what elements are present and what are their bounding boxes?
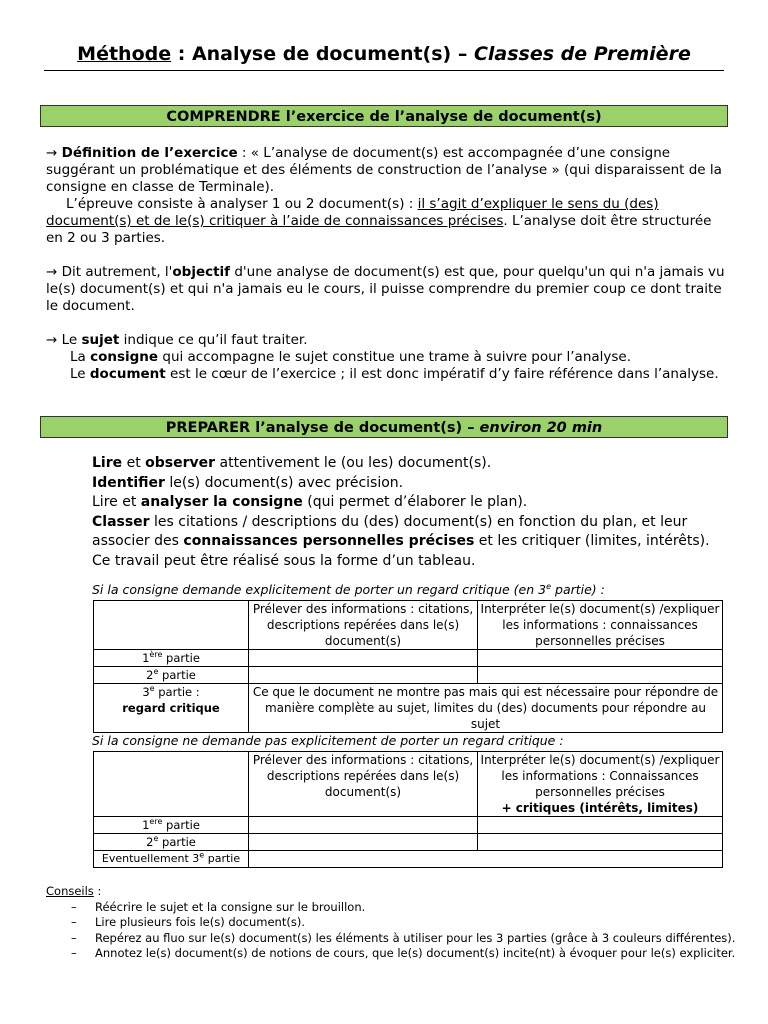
consigne-l2c: qui accompagne le sujet constitue une trame à suivre pour l’analyse. — [158, 349, 632, 365]
table-row — [94, 752, 723, 817]
table-cell — [249, 851, 723, 868]
table-row — [94, 650, 723, 667]
list-item — [46, 931, 746, 947]
dash-icon: – — [71, 946, 77, 961]
dash-icon: – — [71, 915, 77, 930]
subject-l1c: indique ce qu’il faut traiter. — [119, 332, 308, 348]
table-cell — [478, 667, 723, 684]
document-l3c: est le cœur de l’exercice ; il est donc impératif d’y faire référence dans l’analyse. — [165, 366, 719, 382]
table1-caption-a: Si la consigne demande explicitement de porter un regard critique (en 3 — [92, 582, 547, 597]
t2r1b: partie — [162, 818, 200, 832]
dash-icon: – — [71, 899, 77, 914]
objective-label: objectif — [172, 264, 231, 280]
regard-critique-description: Ce que le document ne montre pas mais qui est nécessaire pour répondre de manière complète au sujet, limites du (des) documents pour répondre au sujet — [249, 684, 723, 733]
table-cell — [478, 834, 723, 851]
step1a: Lire — [92, 455, 123, 471]
subject-l1a: Le — [57, 332, 82, 348]
row-label-partie1 — [94, 650, 249, 667]
table2-sans-critique — [93, 751, 723, 868]
r2b: partie — [158, 668, 196, 682]
epreuve-underlined: il s’agit d’expliquer le sens du (des) document(s) et de le(s) critiquer à l’aide de connaissances précises — [46, 196, 659, 229]
arrow-icon: → — [46, 332, 58, 348]
banner-preparer-text: PREPARER l’analyse de document(s) – — [165, 420, 480, 436]
r1b: partie — [162, 651, 200, 665]
document-l3a: Le — [70, 366, 90, 382]
table1-caption-b: partie) : — [551, 582, 605, 597]
table-row — [94, 834, 723, 851]
title-middle: : Analyse de document(s) – — [171, 43, 474, 65]
conseil-text: Annotez le(s) document(s) de notions de cours, que le(s) document(s) incite(nt) à évoquer pour le(s) expliciter. — [95, 946, 736, 961]
title-suffix: Classes de Première — [473, 43, 691, 65]
step4a: Classer — [92, 513, 150, 530]
step-classer — [92, 513, 722, 552]
step3c: (qui permet d’élaborer le plan). — [302, 494, 528, 510]
consigne-l2a: La — [70, 349, 91, 365]
t2r3sup: e — [199, 850, 205, 860]
t2r1a: 1 — [142, 818, 150, 832]
table-row — [94, 667, 723, 684]
row-label-partie1 — [94, 817, 249, 834]
step4c: connaissances personnelles précises — [183, 533, 475, 549]
step3b: analyser la consigne — [140, 494, 303, 510]
arrow-icon: → — [46, 145, 58, 161]
banner-preparer-duration: environ 20 min — [479, 420, 603, 436]
table2-caption: Si la consigne ne demande pas explicitement de porter un regard critique : — [92, 733, 564, 748]
consigne-label: consigne — [90, 349, 159, 365]
document-label: document — [89, 366, 166, 382]
conseils-label: Conseils — [46, 884, 94, 898]
table1-caption — [92, 582, 605, 597]
page-title — [44, 42, 724, 66]
step4d: et les critiquer (limites, intérêts). — [474, 533, 710, 549]
epreuve-text: L’épreuve consiste à analyser 1 ou 2 document(s) : — [66, 196, 418, 212]
subject-label: sujet — [81, 332, 120, 348]
table-cell — [94, 601, 249, 650]
table-header-prelever: Prélever des informations : citations, descriptions repérées dans le(s) document(s) — [249, 752, 478, 817]
conseils-colon: : — [93, 884, 102, 898]
step-tableau: Ce travail peut être réalisé sous la forme d’un tableau. — [92, 552, 476, 569]
t2-head3: Interpréter le(s) document(s) /expliquer les informations : Connaissances personnelles précises — [480, 753, 720, 799]
table-row — [94, 851, 723, 868]
list-item — [46, 900, 746, 916]
conseil-text: Lire plusieurs fois le(s) document(s). — [95, 915, 305, 930]
definition-paragraph — [46, 145, 726, 247]
list-item — [46, 946, 746, 962]
table-header-prelever: Prélever des informations : citations, descriptions repérées dans le(s) document(s) — [249, 601, 478, 650]
table-cell — [478, 650, 723, 667]
definition-label: Définition de l’exercice — [61, 145, 238, 161]
table1-critique — [93, 600, 723, 733]
table1-caption-sup: e — [546, 581, 552, 591]
r3sup: e — [149, 684, 155, 694]
r2a: 2 — [146, 668, 154, 682]
conseil-text: Réécrire le sujet et la consigne sur le brouillon. — [95, 899, 366, 914]
r3a: 3 — [142, 685, 150, 699]
table-row — [94, 601, 723, 650]
subject-paragraph — [46, 332, 726, 383]
title-rule — [44, 70, 724, 71]
conseil-text: Repérez au fluo sur le(s) document(s) les éléments à utiliser pour les 3 parties (grâce à 3 couleurs différentes). — [95, 930, 736, 945]
t2-head3-bold: + critiques (intérêts, limites) — [501, 801, 699, 815]
table-header-interpreter: Interpréter le(s) document(s) /expliquer les informations : connaissances personnelles précises — [478, 601, 723, 650]
row-label-partie3 — [94, 851, 249, 868]
table-header-interpreter — [478, 752, 723, 817]
table-cell — [249, 817, 478, 834]
step4b: les citations / descriptions du (des) document(s) en fonction du plan, et leur associer des — [92, 513, 688, 549]
table-cell — [94, 752, 249, 817]
row-label-partie2 — [94, 834, 249, 851]
table-cell — [478, 817, 723, 834]
title-prefix: Méthode — [77, 43, 172, 65]
step-lire — [92, 454, 722, 474]
t2r2a: 2 — [146, 835, 154, 849]
t2r3b: partie — [204, 852, 241, 865]
section-banner-preparer — [40, 416, 728, 438]
r2sup: e — [153, 667, 159, 677]
step2a: Identifier — [92, 474, 165, 491]
step3a: Lire et — [92, 494, 141, 510]
step1b: et — [122, 455, 146, 471]
objective-paragraph — [46, 264, 726, 315]
regard-critique-label: regard critique — [122, 701, 220, 715]
definition-text: : « L’analyse de document(s) est accompagnée d’une consigne suggérant un problématique et des éléments de construction de l’analyse » (qui disparaissent de la consigne en classe de Terminale). — [46, 145, 722, 195]
preparation-steps — [92, 454, 722, 571]
r1a: 1 — [142, 651, 150, 665]
step1d: attentivement le (ou les) document(s). — [215, 455, 492, 471]
step2b: le(s) document(s) avec précision. — [164, 474, 404, 491]
conseils-section — [46, 884, 746, 962]
table-row — [94, 817, 723, 834]
row-label-partie2 — [94, 667, 249, 684]
conseils-list — [46, 900, 746, 962]
step-identifier — [92, 474, 722, 494]
list-item — [46, 915, 746, 931]
t2r1sup: ere — [149, 817, 163, 827]
objective-text-a: Dit autrement, l' — [57, 264, 173, 280]
epreuve-end: . L’analyse doit être structurée en 2 ou 3 parties. — [46, 213, 712, 246]
table-cell — [249, 650, 478, 667]
step1c: observer — [145, 455, 216, 471]
table-cell — [249, 667, 478, 684]
t2r2sup: e — [153, 834, 159, 844]
t2r3a: Eventuellement 3 — [101, 852, 200, 865]
r3b: partie : — [154, 685, 200, 699]
dash-icon: – — [71, 930, 77, 945]
table-row — [94, 684, 723, 733]
row-label-partie3 — [94, 684, 249, 733]
objective-text-b: d'une analyse de document(s) est que, pour quelqu'un qui n'a jamais vu le(s) document(s) et qui n'a jamais eu le cours, il puisse comprendre du premier coup ce dont traite le document. — [46, 264, 725, 314]
t2r2b: partie — [158, 835, 196, 849]
section-banner-comprendre: COMPRENDRE l’exercice de l’analyse de document(s) — [40, 105, 728, 127]
step-analyser — [92, 493, 722, 513]
table-cell — [249, 834, 478, 851]
r1sup: ère — [149, 650, 163, 660]
arrow-icon: → — [46, 264, 58, 280]
